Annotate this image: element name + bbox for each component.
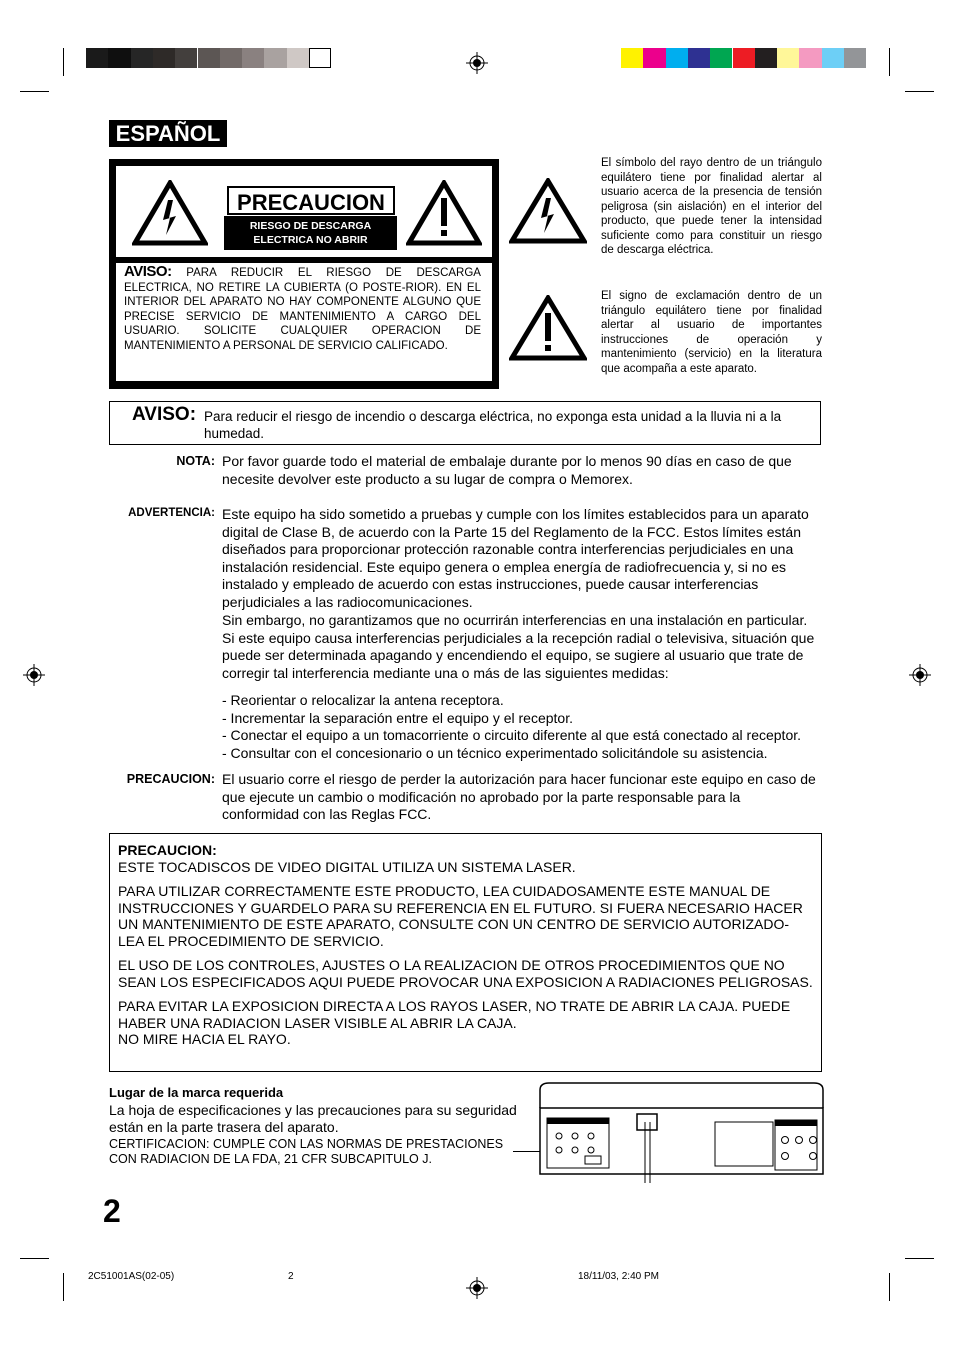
list-item: - Reorientar o relocalizar la antena receptora. bbox=[222, 692, 504, 708]
crop-mark bbox=[63, 48, 64, 76]
gray-swatch bbox=[264, 48, 286, 68]
precaucion-subtitle-line1: RIESGO DE DESCARGA bbox=[249, 220, 372, 232]
color-swatch bbox=[710, 48, 732, 68]
precaucion-subtitle-line2: ELECTRICA NO ABRIR bbox=[253, 234, 368, 246]
page-number: 2 bbox=[103, 1193, 121, 1229]
crop-mark bbox=[20, 1258, 49, 1259]
precaucion-title: PRECAUCION bbox=[227, 186, 395, 215]
crop-mark bbox=[889, 1273, 890, 1301]
lightning-triangle-icon bbox=[509, 178, 587, 244]
aviso-moisture-label: AVISO bbox=[132, 404, 190, 425]
footer-timestamp: 18/11/03, 2:40 PM bbox=[578, 1271, 659, 1282]
color-swatch bbox=[733, 48, 755, 68]
gray-swatch bbox=[309, 48, 331, 68]
aviso-moisture-box bbox=[109, 401, 821, 445]
marking-title: Lugar de la marca requerida bbox=[109, 1085, 284, 1100]
laser-caution-line1: ESTE TOCADISCOS DE VIDEO DIGITAL UTILIZA UN SISTEMA LASER. bbox=[118, 858, 576, 875]
color-swatch bbox=[755, 48, 777, 68]
registration-mark-icon bbox=[466, 52, 488, 74]
lightning-triangle-icon bbox=[132, 180, 208, 246]
footer-code: 2C51001AS(02-05) bbox=[88, 1271, 175, 1282]
crop-mark bbox=[905, 1258, 934, 1259]
list-item: - Consultar con el concesionario o un técnico experimentado solicitándole su asistencia. bbox=[222, 744, 768, 761]
measures-list bbox=[222, 692, 822, 762]
nota-text: Por favor guarde todo el material de embalaje durante por lo menos 90 días en caso de que necesite devolver este producto a su lugar de compra o Memorex. bbox=[222, 453, 792, 487]
precaucion-fcc-text: El usuario corre el riesgo de perder la autorización para hacer funcionar este equipo en caso de que ejecute un cambio o modificación no aprobado por la parte responsable para la conformidad con las Reglas FCC. bbox=[222, 771, 816, 822]
crop-mark bbox=[905, 91, 934, 92]
color-swatch bbox=[666, 48, 688, 68]
section-title: ESPAÑOL bbox=[109, 120, 227, 147]
color-swatch bbox=[799, 48, 821, 68]
crop-mark bbox=[889, 48, 890, 76]
aviso-label: AVISO: bbox=[124, 263, 172, 280]
rear-panel-illustration bbox=[537, 1080, 826, 1185]
exclamation-triangle-icon bbox=[406, 180, 482, 246]
marking-text: La hoja de especificaciones y las precauciones para su seguridad están en la parte trasera del aparato. bbox=[109, 1102, 517, 1135]
certification-text bbox=[109, 1137, 503, 1167]
gray-swatch bbox=[198, 48, 220, 68]
laser-caution-p2: PARA UTILIZAR CORRECTAMENTE ESTE PRODUCTO, LEA CUIDADOSAMENTE ESTE MANUAL DE INSTRUCCIONES Y GUARDELO PARA SU REFERENCIA EN EL FUTURO. SI FUERA NECESARIO HACER UN MANTENIMIENTO DE ESTE APARATO, CONSULTE CON UN CENTRO DE SERVICIO AUTORIZADO-LEA EL PROCEDIMIENTO DE SERVICIO. bbox=[118, 883, 803, 949]
lightning-explanation: El símbolo del rayo dentro de un triángulo equilátero tiene por finalidad alertar al usuario acerca de la presencia de tensión peligrosa (sin aislación) en el interior del producto, que puede tener la intensidad suficiente como para constituir un riesgo de descarga eléctrica. bbox=[601, 157, 822, 256]
aviso-moisture-text: Para reducir el riesgo de incendio o descarga eléctrica, no exponga esta unidad a la lluvia ni a la humedad. bbox=[204, 409, 782, 441]
gray-swatch bbox=[86, 48, 108, 68]
certification-line1: CERTIFICACION: CUMPLE CON LAS NORMAS DE PRESTACIONES bbox=[109, 1137, 504, 1151]
advertencia-text2: Sin embargo, no garantizamos que no ocurrirán interferencias en una instalación en particular. Si este equipo causa interferencias perjudiciales a la recepción radial o televisiva, situación que puede ser determinada apagando y encendiendo el equipo, se sugiere al usuario que trate de corregir tal interferencia mediante una o más de las siguientes medidas: bbox=[222, 612, 815, 681]
list-item: - Incrementar la separación entre el equipo y el receptor. bbox=[222, 709, 573, 726]
certification-line2: CON RADIACION DE LA FDA, 21 CFR SUBCAPITULO J. bbox=[109, 1152, 432, 1166]
laser-caution-p4b: NO MIRE HACIA EL RAYO. bbox=[118, 1031, 291, 1047]
gray-swatch bbox=[220, 48, 242, 68]
color-swatch bbox=[822, 48, 844, 68]
color-swatch bbox=[844, 48, 866, 68]
crop-mark bbox=[20, 91, 49, 92]
footer-page: 2 bbox=[288, 1271, 294, 1282]
laser-caution-p4: PARA EVITAR LA EXPOSICION DIRECTA A LOS RAYOS LASER, NO TRATE DE ABRIR LA CAJA. PUEDE HABER UNA RADIACION LASER VISIBLE AL ABRIR LA CAJA. bbox=[118, 998, 791, 1031]
color-swatch bbox=[777, 48, 799, 68]
color-swatch bbox=[621, 48, 643, 68]
caution-label bbox=[109, 159, 499, 389]
gray-swatch bbox=[131, 48, 153, 68]
aviso-moisture-colon: : bbox=[189, 404, 197, 425]
precaucion-subtitle bbox=[224, 216, 397, 250]
registration-mark-icon bbox=[23, 664, 45, 686]
gray-swatch bbox=[175, 48, 197, 68]
crop-mark bbox=[63, 1273, 64, 1301]
advertencia-text1: Este equipo ha sido sometido a pruebas y cumple con los límites establecidos para un aparato digital de Clase B, de acuerdo con la Parte 15 del Reglamento de la FCC. Estos límites están diseñados para proporcionar protección razonable contra interferencias perjudiciales en una instalación residencial. Este equipo genera o emplea energía de radiofrecuencia y, si no es instalado y empleado de acuerdo con estas instrucciones, puede causar interferencias perjudiciales a las radiocomunicaciones. bbox=[222, 506, 809, 610]
gray-swatch bbox=[153, 48, 175, 68]
registration-mark-icon bbox=[909, 664, 931, 686]
color-swatch bbox=[688, 48, 710, 68]
nota-label: NOTA: bbox=[176, 454, 215, 468]
laser-caution-p3: EL USO DE LOS CONTROLES, AJUSTES O LA REALIZACION DE OTROS PROCEDIMIENTOS QUE NO SEAN LOS ESPECIFICADOS AQUI PUEDE PROVOCAR UNA EXPOSICION A RADIACIONES PELIGROSAS. bbox=[118, 957, 813, 990]
aviso-text: PARA REDUCIR EL RIESGO DE DESCARGA ELECTRICA, NO RETIRE LA CUBIERTA (O POSTE-RIOR). EN EL INTERIOR DEL APARATO NO HAY COMPONENTE ALGUNO QUE PRECISE SERVICIO DE MANTENIMIENTO A CARGO DEL USUARIO. SOLICITE CUALQUIER OPERACION DE MANTENIMIENTO A PERSONAL DE SERVICIO CALIFICADO. bbox=[124, 267, 481, 352]
caution-label-header bbox=[116, 166, 492, 257]
exclamation-triangle-icon bbox=[509, 295, 587, 361]
laser-caution-title: PRECAUCION: bbox=[118, 842, 217, 858]
gray-swatch bbox=[242, 48, 264, 68]
exclamation-explanation: El signo de exclamación dentro de un triángulo equilátero tiene por finalidad alertar al usuario de importantes instrucciones de operación y mantenimiento (servicio) en la literatura que acompaña a este aparato. bbox=[601, 290, 822, 375]
registration-mark-icon bbox=[466, 1277, 488, 1299]
gray-swatch bbox=[287, 48, 309, 68]
color-swatch bbox=[643, 48, 665, 68]
caution-label-body bbox=[116, 263, 492, 381]
precaucion-fcc-label: PRECAUCION: bbox=[126, 772, 215, 786]
advertencia-label: ADVERTENCIA: bbox=[128, 507, 215, 519]
aviso-moisture-label-wrap bbox=[132, 404, 196, 426]
gray-swatch bbox=[108, 48, 130, 68]
laser-caution-box bbox=[109, 833, 822, 1072]
list-item: - Conectar el equipo a un tomacorriente o circuito diferente al que está conectado al receptor. bbox=[222, 727, 802, 743]
